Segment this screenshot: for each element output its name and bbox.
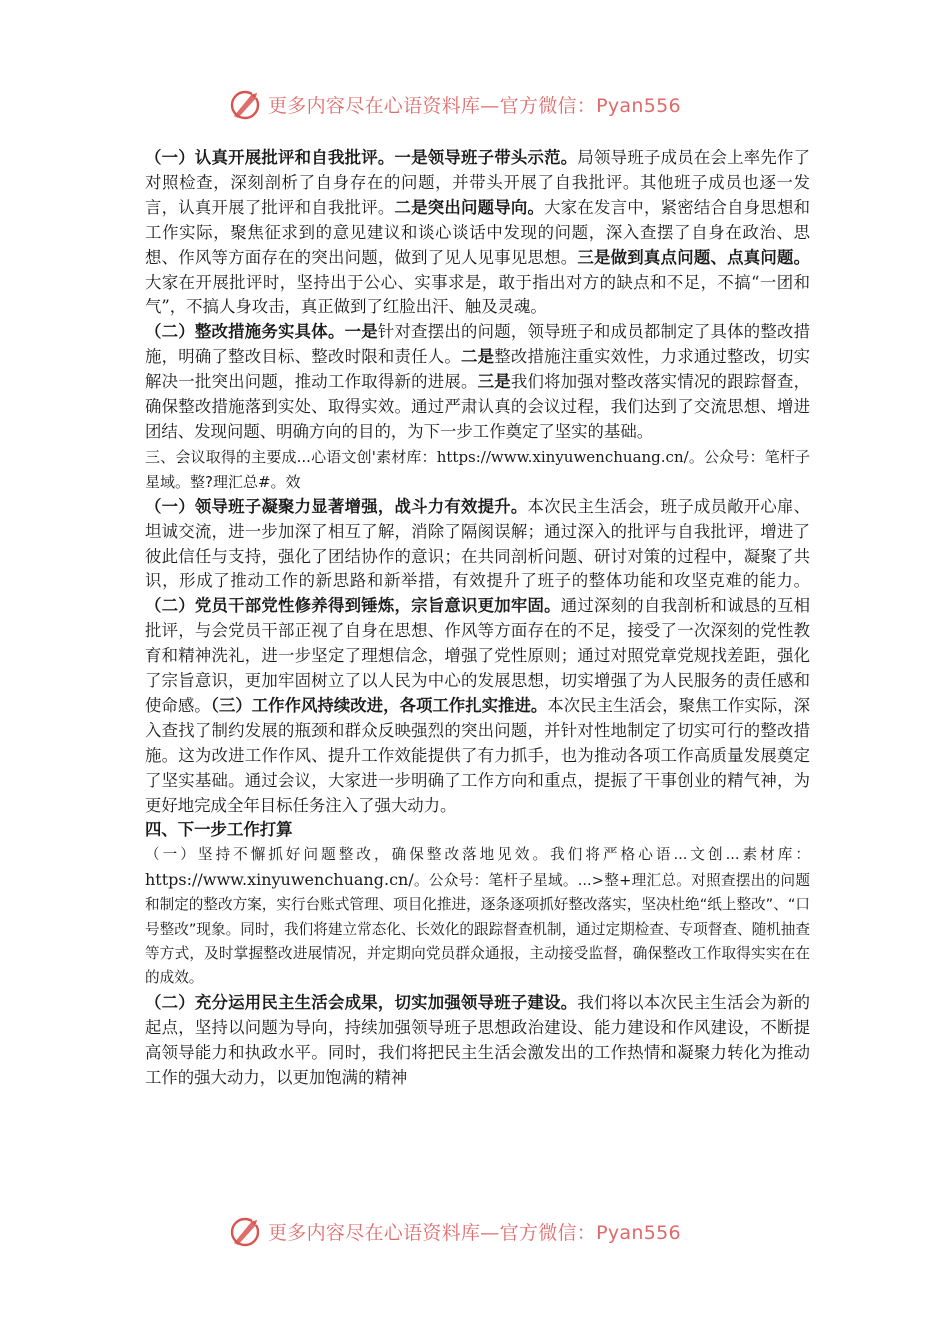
pen-nib-logo-icon bbox=[228, 1213, 264, 1249]
pen-nib-logo-icon bbox=[228, 86, 264, 122]
document-body bbox=[145, 146, 810, 1090]
paragraph-results: （一）领导班子凝聚力显著增强，战斗力有效提升。本次民主生活会，班子成员敞开心扉、坦诚交流，进一步加深了相互了解，消除了隔阂误解；通过深入的批评与自我批评，增进了彼此信任与支持，强化了团结协作的意识；在共同剖析问题、研讨对策的过程中，凝聚了共识，形成了推动工作的新思路和新举措，有效提升了班子的整体功能和攻坚克难的能力。（二）党员干部党性修养得到锤炼，宗旨意识更加牢固。通过深刻的自我剖析和诚恳的互相批评，与会党员干部正视了自身在思想、作风等方面存在的不足，接受了一次深刻的党性教育和精神洗礼，进一步坚定了理想信念，增强了党性原则；通过对照党章党规找差距，强化了宗旨意识，更加牢固树立了以人民为中心的发展思想，切实增强了为人民服务的责任感和使命感。（三）工作作风持续改进，各项工作扎实推进。本次民主生活会，聚焦工作实际，深入查找了制约发展的瓶颈和群众反映强烈的突出问题，并针对性地制定了切实可行的整改措施。这为改进工作作风、提升工作效能提供了有力抓手，也为推动各项工作高质量发展奠定了坚实基础。通过会议，大家进一步明确了工作方向和重点，提振了干事创业的精气神，为更好地完成全年目标任务注入了强大动力。 bbox=[145, 496, 811, 815]
paragraph-rectification: （二）整改措施务实具体。一是针对查摆出的问题，领导班子和成员都制定了具体的整改措施，明确了整改目标、整改时限和责任人。二是整改措施注重实效性，力求通过整改，切实解决一批突出问题，推动工作取得新的进展。三是我们将加强对整改落实情况的跟踪督查，确保整改措施落到实处、取得实效。通过严肃认真的会议过程，我们达到了交流思想、增进团结、发现问题、明确方向的目的，为下一步工作奠定了坚实的基础。 bbox=[145, 322, 811, 441]
paragraph-criticism: （一）认真开展批评和自我批评。一是领导班子带头示范。局领导班子成员在会上率先作了对照检查，深刻剖析了自身存在的问题，并带头开展了自我批评。其他班子成员也逐一发言，认真开展了批评和自我批评。二是突出问题导向。大家在发言中，紧密结合自身思想和工作实际，聚焦征求到的意见建议和谈心谈话中发现的问题，深入查摆了自身在政治、思想、作风等方面存在的突出问题，做到了见人见事见思想。三是做到真点问题、点真问题。大家在开展批评时，坚持出于公心、实事求是，敢于指出对方的缺点和不足，不搞“一团和气”，不搞人身攻击，真正做到了红脸出汗、触及灵魂。 bbox=[145, 148, 811, 317]
paragraph-next-step-2: （二）充分运用民主生活会成果，切实加强领导班子建设。我们将以本次民主生活会为新的起点，坚持以问题为导向，持续加强领导班子思想政治建设、能力建设和作风建设，不断提高领导能力和执政水平。同时，我们将把民主生活会激发出的工作热情和凝聚力转化为推动工作的强大动力，以更加饱满的精神 bbox=[145, 992, 810, 1087]
section-heading-next-steps: 四、下一步工作打算 bbox=[145, 820, 293, 840]
banner-text: 更多内容尽在心语资料库—官方微信：Pyan556 bbox=[268, 1221, 681, 1244]
paragraph-next-step-1: （一）坚持不懈抓好问题整改，确保整改落地见效。我们将严格心语...文创...素材库：https://www.xinyuwenchuang.cn/。公众号：笔杆子星域。...>整+理汇总。对照查摆出的问题和制定的整改方案，实行台账式管理、项目化推进，逐条逐项抓好整改落实，坚决杜绝“纸上整改”、“口号整改”现象。同时，我们将建立常态化、长效化的跟踪督查机制，通过定期检查、专项督查、随机抽查等方式，及时掌握整改进展情况，并定期向党员群众通报，主动接受监督，确保整改工作取得实实在在的成效。 bbox=[145, 846, 810, 987]
header-banner bbox=[228, 84, 728, 124]
section-heading-results: 三、会议取得的主要成...心语文创'素材库：https://www.xinyuwenchuang.cn/。公众号：笔杆子星域。整?理汇总#。效 bbox=[145, 447, 810, 491]
footer-banner bbox=[228, 1211, 728, 1251]
banner-text: 更多内容尽在心语资料库—官方微信：Pyan556 bbox=[268, 94, 681, 117]
